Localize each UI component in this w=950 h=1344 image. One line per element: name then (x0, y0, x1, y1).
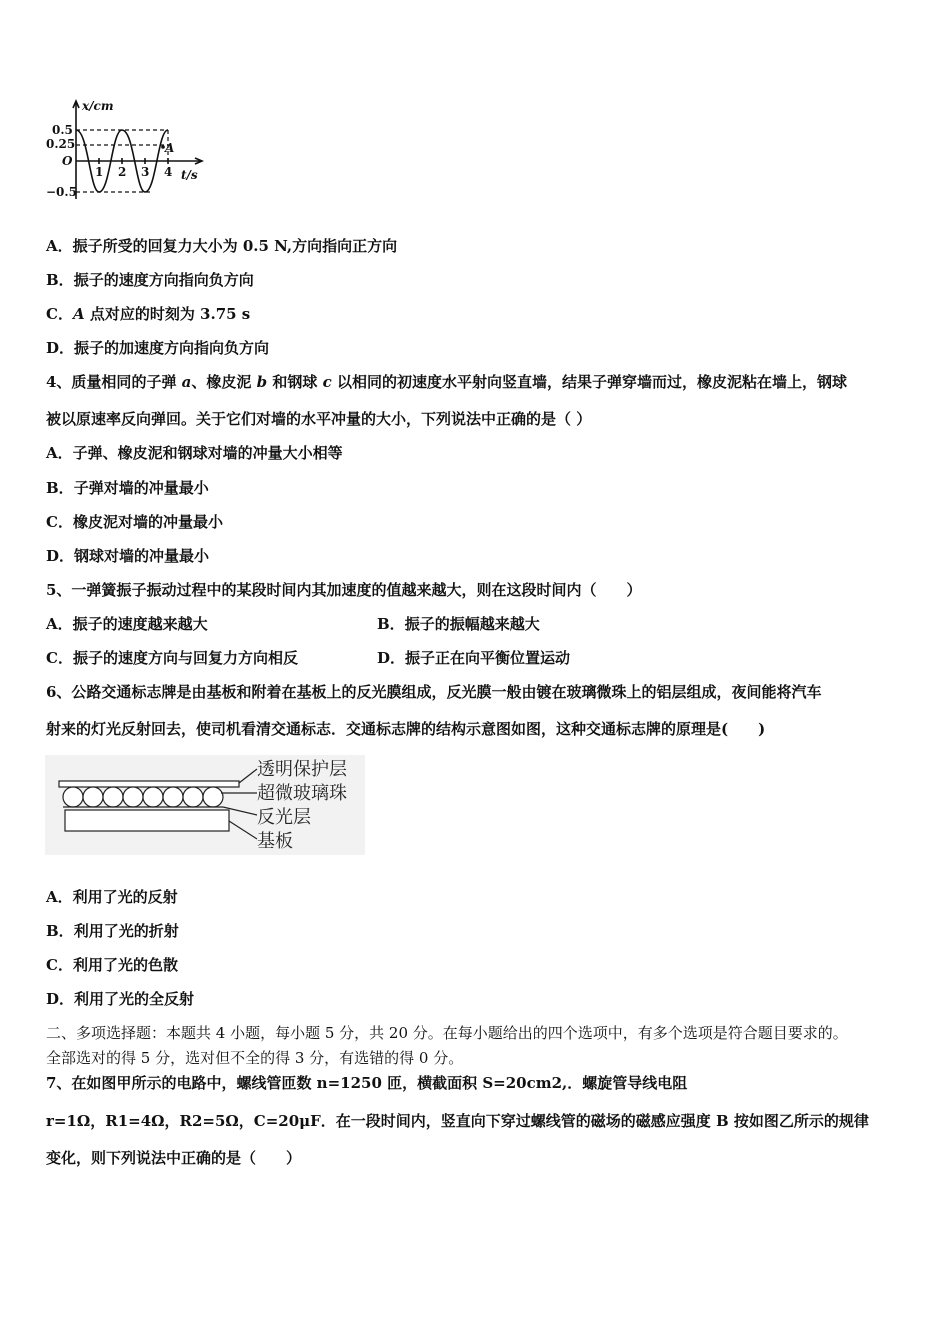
q3-option-d[interactable]: D．振子的加速度方向指向负方向 (46, 339, 270, 357)
bead-2 (83, 787, 103, 807)
y-tick-lower: −0.5 (46, 185, 77, 199)
q6-option-c[interactable]: C．利用了光的色散 (46, 956, 178, 974)
bead-7 (183, 787, 203, 807)
q5-stem: 5、一弹簧振子振动过程中的某段时间内其加速度的值越来越大，则在这段时间内（ ） (46, 581, 642, 599)
bead-3 (103, 787, 123, 807)
oscillation-graph (42, 95, 212, 205)
bead-6 (163, 787, 183, 807)
q7-stem-line1: 7、在如图甲所示的电路中，螺线管匝数 n=1250 匝，横截面积 S=20cm2,．螺旋管导线电阻 (46, 1074, 688, 1092)
q3-option-a[interactable]: A．振子所受的回复力大小为 0.5 N,方向指向正方向 (46, 237, 398, 255)
q5-option-c[interactable]: C．振子的速度方向与回复力方向相反 (46, 649, 298, 667)
q4-stem-line2: 被以原速率反向弹回。关于它们对墙的水平冲量的大小，下列说法中正确的是（ ） (46, 410, 592, 428)
point-a-label: A (165, 141, 175, 155)
x-tick-2: 2 (118, 165, 127, 179)
bead-8 (203, 787, 223, 807)
y-tick-origin: O (62, 154, 73, 168)
y-axis-label: x/cm (82, 99, 114, 113)
label-protective-layer: 透明保护层 (257, 759, 347, 780)
x-tick-1: 1 (95, 165, 104, 179)
q7-stem-line2: r=1Ω，R1=4Ω，R2=5Ω，C=20μF．在一段时间内，竖直向下穿过螺线管的磁场的磁感应强度 B 按如图乙所示的规律 (46, 1112, 869, 1130)
protective-layer (59, 781, 239, 787)
x-axis-label: t/s (181, 168, 198, 182)
sign-structure-diagram (45, 755, 365, 855)
section2-instructions-line2: 全部选对的得 5 分，选对但不全的得 3 分，有选错的得 0 分。 (46, 1049, 464, 1067)
q4-option-c[interactable]: C．橡皮泥对墙的冲量最小 (46, 513, 223, 531)
q5-option-b[interactable]: B．振子的振幅越来越大 (377, 615, 540, 633)
x-tick-3: 3 (141, 165, 150, 179)
base-plate (65, 810, 229, 831)
label-reflective-layer: 反光层 (257, 807, 311, 828)
q7-stem-line3: 变化，则下列说法中正确的是（ ） (46, 1149, 302, 1167)
label-base-plate: 基板 (257, 831, 293, 852)
x-tick-4: 4 (164, 165, 173, 179)
q4-option-a[interactable]: A．子弹、橡皮泥和钢球对墙的冲量大小相等 (46, 444, 343, 462)
q6-stem-line2: 射来的灯光反射回去，使司机看清交通标志．交通标志牌的结构示意图如图，这种交通标志牌的原理是( ) (46, 720, 766, 738)
y-tick-quarter: 0.25 (46, 137, 76, 151)
bead-4 (123, 787, 143, 807)
y-tick-upper: 0.5 (52, 123, 73, 137)
q6-option-b[interactable]: B．利用了光的折射 (46, 922, 179, 940)
q4-option-d[interactable]: D．钢球对墙的冲量最小 (46, 547, 210, 565)
q3-option-b[interactable]: B．振子的速度方向指向负方向 (46, 271, 254, 289)
q6-stem-line1: 6、公路交通标志牌是由基板和附着在基板上的反光膜组成，反光膜一般由镀在玻璃微珠上的铝层组成，夜间能将汽车 (46, 683, 822, 701)
q4-stem-line1: 4、质量相同的子弹 a、橡皮泥 b 和钢球 c 以相同的初速度水平射向竖直墙，结果子弹穿墙而过，橡皮泥粘在墙上，钢球 (46, 373, 847, 391)
q6-option-d[interactable]: D．利用了光的全反射 (46, 990, 195, 1008)
q4-option-b[interactable]: B．子弹对墙的冲量最小 (46, 479, 209, 497)
bead-1 (63, 787, 83, 807)
q5-option-a[interactable]: A．振子的速度越来越大 (46, 615, 208, 633)
section2-instructions-line1: 二、多项选择题：本题共 4 小题，每小题 5 分，共 20 分。在每小题给出的四个选项中，有多个选项是符合题目要求的。 (46, 1024, 848, 1042)
q6-option-a[interactable]: A．利用了光的反射 (46, 888, 178, 906)
q5-option-d[interactable]: D．振子正在向平衡位置运动 (377, 649, 571, 667)
label-glass-beads: 超微玻璃珠 (257, 783, 347, 804)
bead-5 (143, 787, 163, 807)
q3-option-c[interactable]: C．A 点对应的时刻为 3.75 s (46, 305, 251, 323)
